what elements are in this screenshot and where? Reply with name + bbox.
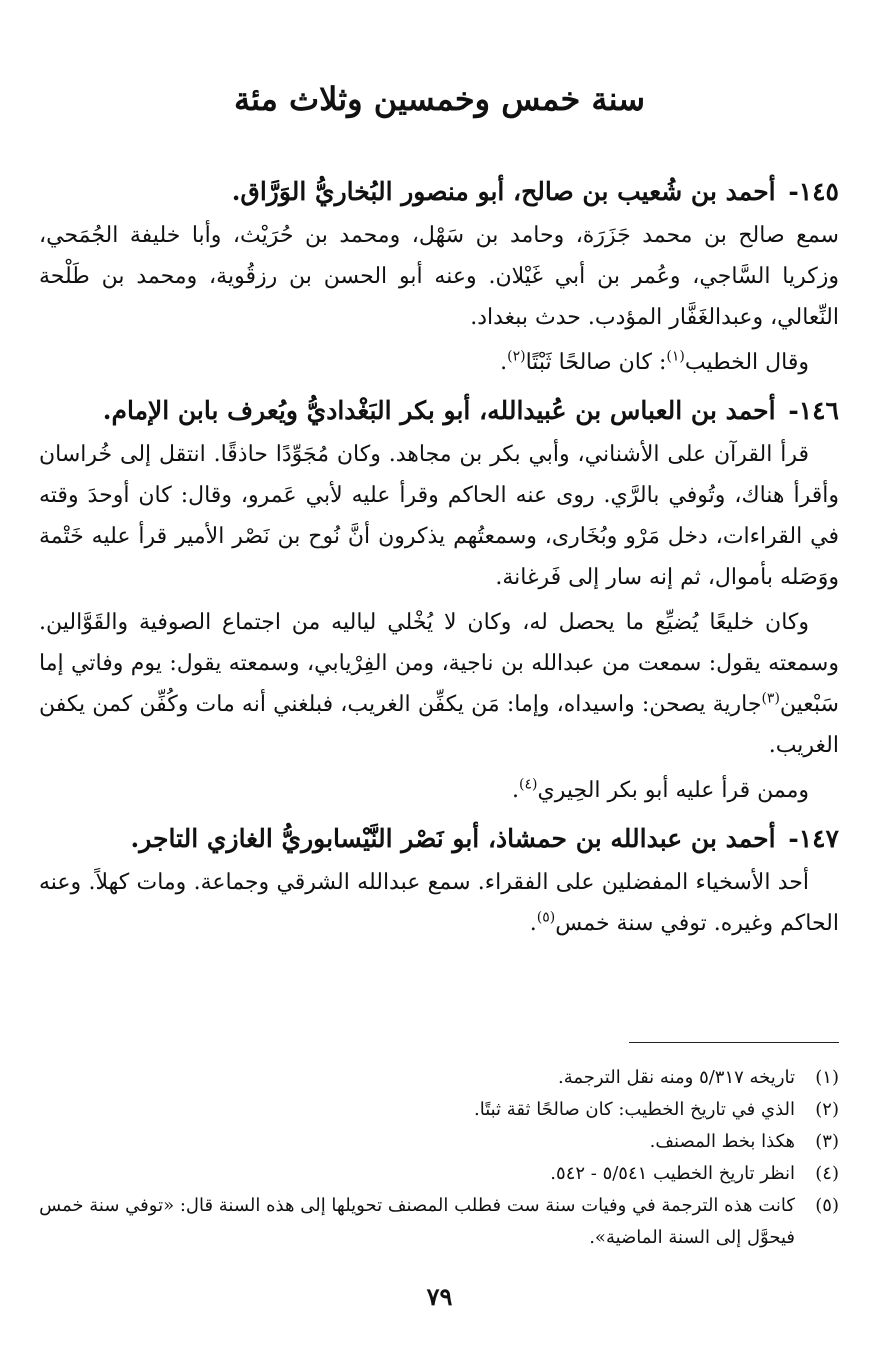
footnote-text: كانت هذه الترجمة في وفيات سنة ست فطلب المصنف تحويلها إلى هذه السنة قال: «توفي سنة خمس فيحوَّل إلى السنة الماضية». (39, 1195, 795, 1248)
footnote-number: (٣) (815, 1131, 839, 1152)
entry-paragraph: سمع صالح بن محمد جَزَرَة، وحامد بن سَهْل، ومحمد بن حُرَيْث، وأبا خليفة الجُمَحي، وزكريا السَّاجي، وعُمر بن أبي غَيْلان. وعنه أبو الحسن بن رزقُوية، ومحمد بن طَلْحة النِّعالي، وعبدالغَفَّار المؤدب. حدث ببغداد. (39, 223, 839, 330)
paragraph-text: . (512, 778, 520, 803)
entry-heading (39, 168, 839, 215)
entry-number: ١٤٥- (788, 177, 839, 206)
footnote (39, 1158, 839, 1190)
entry-paragraph (39, 770, 839, 811)
paragraph-text: جارية يصحن: واسيداه، وإما: مَن يكفِّن الغريب، فبلغني أنه مات وكُفِّن كمن يكفن الغريب. (39, 692, 839, 758)
entry-title: أحمد بن العباس بن عُبيدالله، أبو بكر البَغْداديُّ ويُعرف بابن الإمام. (102, 396, 776, 425)
entry-title: أحمد بن شُعيب بن صالح، أبو منصور البُخاريُّ الوَرَّاق. (231, 177, 776, 206)
paragraph-text: وقال الخطيب (684, 350, 809, 375)
page-title: سنة خمس وخمسين وثلاث مئة (233, 80, 646, 118)
entry-title: أحمد بن عبدالله بن حمشاذ، أبو نَصْر النَّيْسابوريُّ الغازي التاجر. (130, 824, 776, 853)
footnote-reference[interactable]: (٥) (536, 909, 556, 926)
paragraph-text: أحد الأسخياء المفضلين على الفقراء. سمع عبدالله الشرقي وجماعة. ومات كهلاً. وعنه الحاكم وغيره. توفي سنة خمس (39, 870, 839, 936)
footnote-text: تاريخه ٥/٣١٧ ومنه نقل الترجمة. (557, 1067, 795, 1088)
paragraph-text: . (529, 911, 537, 936)
footnote-text: الذي في تاريخ الخطيب: كان صالحًا ثقة ثبتًا. (473, 1099, 795, 1120)
footnote-reference[interactable]: (٤) (519, 776, 538, 793)
entry-number: ١٤٦- (788, 396, 839, 425)
footnote-reference[interactable]: (٣) (761, 690, 780, 707)
footnote-reference[interactable]: (٢) (507, 348, 526, 365)
paragraph-text: : كان صالحًا ثَبْتًا (525, 350, 667, 375)
footnote-text: هكذا بخط المصنف. (649, 1131, 795, 1152)
entry-number: ١٤٧- (788, 824, 839, 853)
paragraph-text: وكان خليعًا يُضيِّع ما يحصل له، وكان لا يُخْلي لياليه من اجتماع الصوفية والقَوَّالين. وسمعته يقول: سمعت من عبدالله بن ناجية، ومن الفِرْيابي، وسمعته يقول: يوم وفاتي إما سَبْعين (39, 610, 839, 717)
entry-paragraph (39, 862, 839, 944)
footnote (39, 1126, 839, 1158)
footnote-number: (٤) (815, 1163, 839, 1184)
page-body (39, 168, 839, 948)
footnote (39, 1190, 839, 1254)
entry-paragraph (39, 342, 839, 383)
footnote (39, 1094, 839, 1126)
footnote-number: (٥) (815, 1195, 839, 1216)
footnote (39, 1062, 839, 1094)
paragraph-text: وممن قرأ عليه أبو بكر الحِيري (537, 778, 809, 803)
entry-paragraph (39, 602, 839, 766)
footnote-divider (629, 1042, 839, 1043)
footnotes (39, 1062, 839, 1254)
entry-heading (39, 815, 839, 862)
entry-heading (39, 387, 839, 434)
entry-paragraph: قرأ القرآن على الأشناني، وأبي بكر بن مجاهد. وكان مُجَوِّدًا حاذقًا. انتقل إلى خُراسان وأقرأ هناك، وتُوفي بالرَّي. روى عنه الحاكم وقرأ عليه لأبي عَمرو، وقال: كان أوحدَ وقته في القراءات، دخل مَرْو وبُخَارى، وسمعتُهم يذكرون أنَّ نُوح بن نَصْر الأمير قرأ عليه خَتْمة ووَصَله بأموال، ثم إنه سار إلى فَرغانة. (39, 442, 839, 590)
footnote-number: (١) (815, 1067, 839, 1088)
footnote-reference[interactable]: (١) (666, 348, 685, 365)
page-number: ٧٩ (426, 1282, 453, 1311)
paragraph-text: . (500, 350, 508, 375)
footnote-text: انظر تاريخ الخطيب ٥/٥٤١ - ٥٤٢. (550, 1163, 795, 1184)
footnote-number: (٢) (815, 1099, 839, 1120)
